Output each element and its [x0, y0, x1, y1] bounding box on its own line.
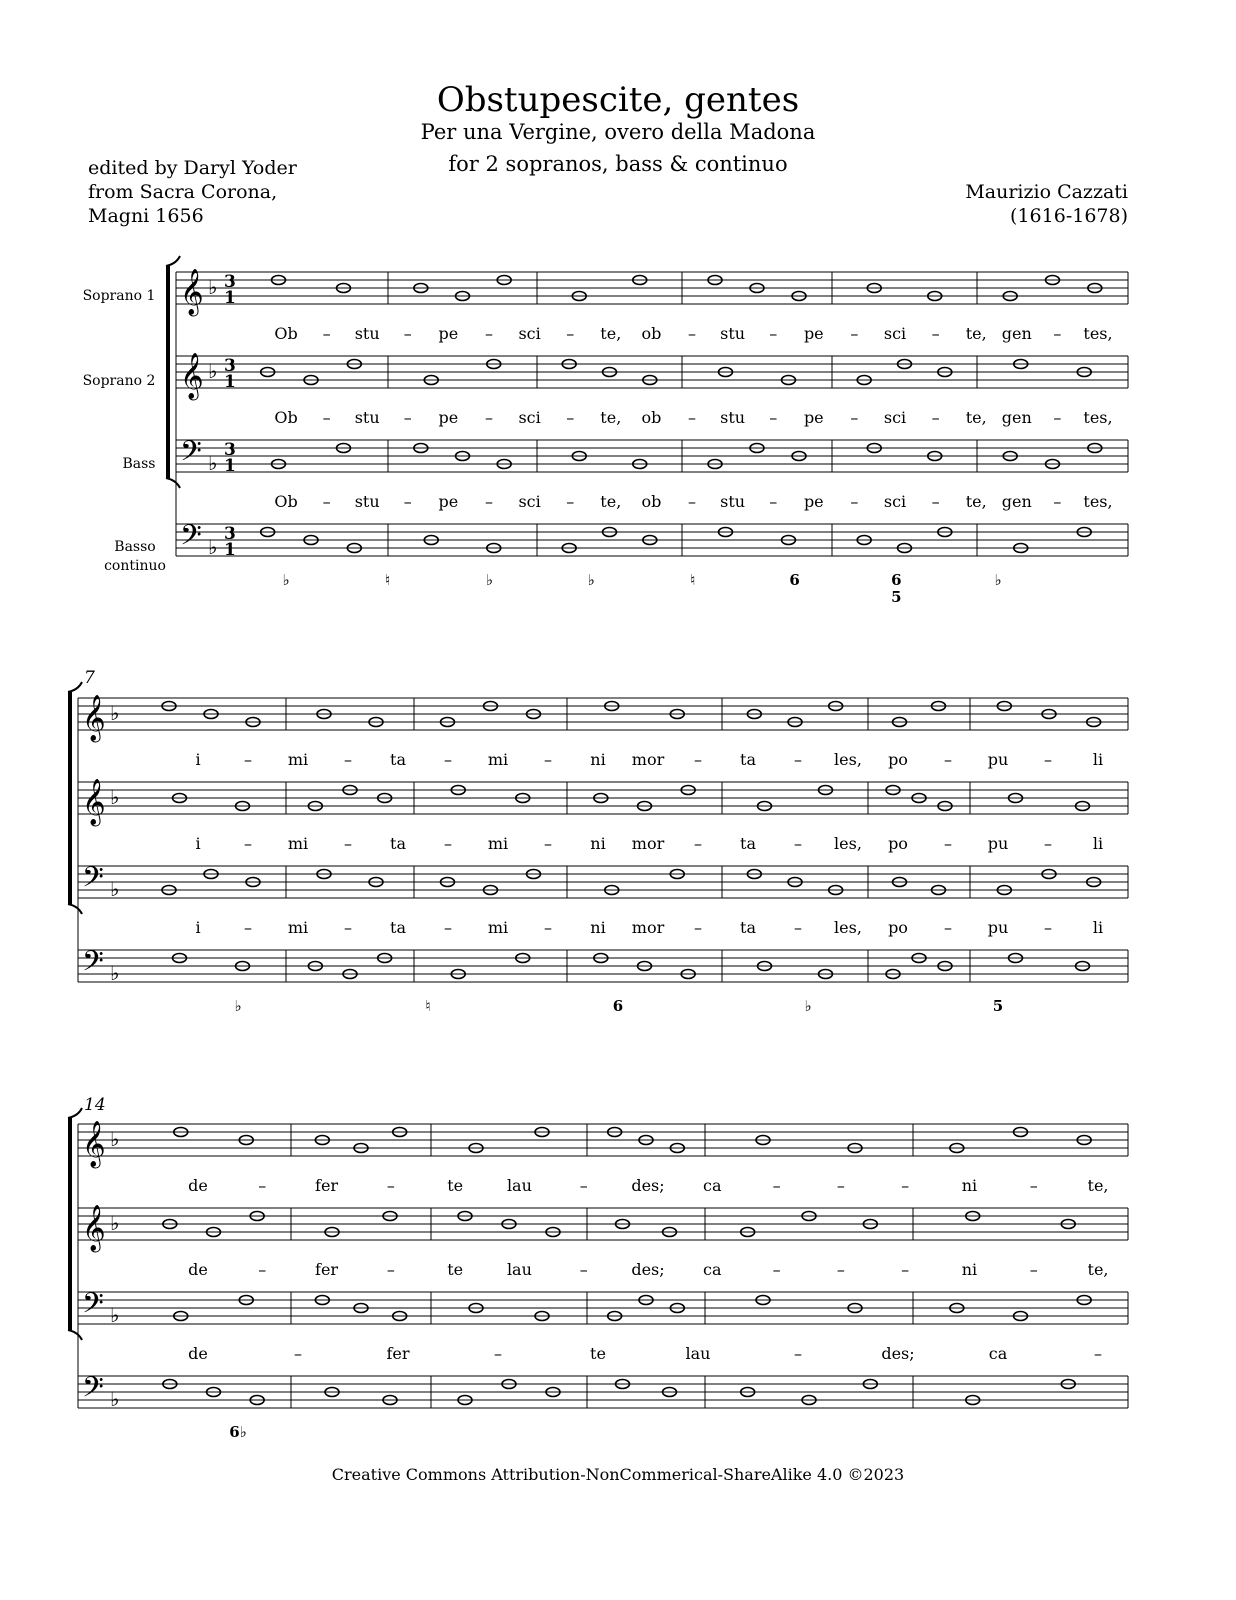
lyric-syllable: –: [944, 750, 952, 769]
lyric-syllable: –: [944, 834, 952, 853]
lyric-syllable: ta: [390, 834, 406, 853]
lyric-syllable: sci: [518, 324, 541, 343]
lyric-syllable: stu: [720, 492, 746, 511]
flat-key-signature-icon: ♭: [208, 535, 218, 559]
instrument-label-continuo-line2: continuo: [104, 558, 166, 574]
lyric-syllable: lau: [506, 1176, 532, 1195]
time-signature-denominator: 1: [224, 372, 236, 392]
bass-clef-icon: 𝄢: [180, 435, 202, 475]
lyric-syllable: tes,: [1083, 492, 1113, 511]
time-signature-numerator: 3: [224, 524, 236, 544]
lyric-syllable: ni: [961, 1260, 978, 1279]
lyric-syllable: te,: [965, 408, 987, 427]
instrument-label-bass: Bass: [122, 456, 156, 472]
lyric-syllable: –: [1044, 750, 1052, 769]
lyric-syllable: stu: [354, 492, 380, 511]
lyric-syllable: mi: [287, 918, 309, 937]
lyric-syllable: –: [794, 750, 802, 769]
bass-clef-icon: 𝄢: [82, 861, 104, 901]
figured-bass-figure: ♭: [994, 571, 1002, 589]
editor-line: Magni 1656: [88, 205, 204, 227]
lyric-syllable: gen: [1001, 408, 1032, 427]
lyric-syllable: te: [447, 1260, 464, 1279]
lyric-syllable: –: [244, 918, 252, 937]
flat-key-signature-icon: ♭: [110, 785, 120, 809]
lyric-syllable: Ob: [274, 408, 298, 427]
lyric-syllable: mor: [631, 834, 665, 853]
lyric-syllable: –: [294, 1344, 302, 1363]
bar-number: 14: [84, 1095, 106, 1115]
lyric-syllable: ta: [740, 750, 756, 769]
lyric-syllable: –: [344, 750, 352, 769]
lyric-syllable: –: [386, 1176, 395, 1195]
lyric-syllable: li: [1092, 918, 1104, 937]
lyric-syllable: –: [322, 408, 331, 427]
lyric-syllable: –: [322, 324, 331, 343]
lyric-syllable: –: [1044, 834, 1052, 853]
lyric-syllable: ob: [641, 324, 662, 343]
bracket-hook: [68, 1108, 82, 1118]
lyric-syllable: –: [244, 750, 252, 769]
lyric-syllable: li: [1092, 750, 1104, 769]
lyric-syllable: –: [1094, 1344, 1102, 1363]
lyric-syllable: mi: [487, 750, 509, 769]
flat-key-signature-icon: ♭: [208, 275, 218, 299]
lyric-syllable: –: [769, 492, 778, 511]
lyric-syllable: –: [386, 1260, 395, 1279]
lyric-syllable: te,: [600, 492, 622, 511]
flat-key-signature-icon: ♭: [208, 451, 218, 475]
lyric-syllable: mor: [631, 918, 665, 937]
lyric-syllable: li: [1092, 834, 1104, 853]
figured-bass-figure: ♭: [587, 571, 595, 589]
lyric-syllable: gen: [1001, 324, 1032, 343]
vocal-bracket: [68, 692, 72, 904]
bracket-hook: [166, 478, 180, 488]
time-signature-denominator: 1: [224, 456, 236, 476]
lyric-syllable: gen: [1001, 492, 1032, 511]
lyric-syllable: sci: [518, 492, 541, 511]
flat-key-signature-icon: ♭: [110, 877, 120, 901]
lyric-syllable: tes,: [1083, 408, 1113, 427]
figured-bass-figure: ♭: [804, 997, 812, 1015]
vocal-bracket: [68, 1118, 72, 1330]
lyric-syllable: –: [1029, 1176, 1038, 1195]
bracket-hook: [166, 256, 180, 266]
lyric-syllable: pe: [438, 492, 459, 511]
bracket-hook: [68, 1330, 82, 1340]
piece-title: Obstupescite, gentes: [436, 80, 800, 120]
lyric-syllable: ni: [590, 918, 606, 937]
lyric-syllable: Ob: [274, 492, 298, 511]
lyric-syllable: –: [344, 918, 352, 937]
figured-bass-figure: 6 5: [891, 571, 902, 606]
editor-line: edited by Daryl Yoder: [88, 157, 297, 179]
treble-clef-icon: 𝄞: [82, 1121, 106, 1167]
lyric-syllable: po: [888, 750, 908, 769]
lyric-syllable: stu: [720, 324, 746, 343]
lyric-syllable: –: [444, 918, 452, 937]
figured-bass-figure: 6♭: [229, 1423, 247, 1441]
lyric-syllable: –: [444, 750, 452, 769]
editor-line: from Sacra Corona,: [88, 181, 278, 203]
bass-clef-icon: 𝄢: [82, 1287, 104, 1327]
lyric-syllable: –: [850, 492, 859, 511]
lyric-syllable: pu: [987, 918, 1009, 937]
lyric-syllable: –: [344, 834, 352, 853]
lyric-syllable: sci: [883, 492, 907, 511]
lyric-syllable: –: [769, 324, 778, 343]
lyric-syllable: des;: [631, 1260, 665, 1279]
flat-key-signature-icon: ♭: [110, 1303, 120, 1327]
lyric-syllable: –: [901, 1260, 910, 1279]
lyric-syllable: ni: [590, 834, 606, 853]
lyric-syllable: ob: [641, 492, 662, 511]
flat-key-signature-icon: ♭: [110, 1387, 120, 1411]
lyric-syllable: –: [688, 492, 696, 511]
instrument-label-continuo-line1: Basso: [114, 539, 156, 555]
lyric-syllable: –: [485, 408, 493, 427]
lyric-syllable: –: [444, 834, 452, 853]
lyric-syllable: te,: [1087, 1176, 1109, 1195]
flat-key-signature-icon: ♭: [110, 1211, 120, 1235]
lyric-syllable: ta: [740, 918, 756, 937]
figured-bass-figure: ♭: [485, 571, 493, 589]
lyric-syllable: –: [1053, 492, 1062, 511]
bracket-hook: [68, 682, 82, 692]
bass-clef-icon: 𝄢: [82, 945, 104, 985]
lyric-syllable: –: [931, 492, 940, 511]
flat-key-signature-icon: ♭: [110, 701, 120, 725]
lyric-syllable: lau: [685, 1344, 711, 1363]
lyric-syllable: mi: [487, 918, 509, 937]
lyric-syllable: –: [694, 918, 702, 937]
flat-key-signature-icon: ♭: [110, 1127, 120, 1151]
lyric-syllable: les,: [834, 750, 862, 769]
license-footer: Creative Commons Attribution-NonCommerical-ShareAlike 4.0 ©2023: [331, 1465, 905, 1484]
lyric-syllable: –: [244, 834, 252, 853]
time-signature-denominator: 1: [224, 540, 236, 560]
treble-clef-icon: 𝄞: [180, 353, 204, 399]
lyric-syllable: –: [794, 1344, 802, 1363]
lyric-syllable: po: [888, 918, 908, 937]
lyric-syllable: pu: [987, 834, 1009, 853]
lyric-syllable: te: [447, 1176, 464, 1195]
lyric-syllable: fer: [386, 1344, 410, 1363]
lyric-syllable: –: [769, 408, 778, 427]
lyric-syllable: pe: [803, 324, 824, 343]
lyric-syllable: tes,: [1083, 324, 1113, 343]
lyric-syllable: mi: [287, 834, 309, 853]
lyric-syllable: –: [931, 324, 940, 343]
lyric-syllable: –: [794, 834, 802, 853]
lyric-syllable: –: [579, 1176, 588, 1195]
time-signature-numerator: 3: [224, 440, 236, 460]
bass-clef-icon: 𝄢: [82, 1371, 104, 1411]
lyric-syllable: –: [850, 324, 859, 343]
figured-bass-figure: ♮: [690, 571, 696, 589]
lyric-syllable: mi: [487, 834, 509, 853]
time-signature-numerator: 3: [224, 272, 236, 292]
bass-clef-icon: 𝄢: [180, 519, 202, 559]
lyric-syllable: ni: [961, 1176, 978, 1195]
lyric-syllable: stu: [354, 408, 380, 427]
lyric-syllable: des;: [881, 1344, 915, 1363]
instrument-label-soprano2: Soprano 2: [82, 373, 156, 389]
subtitle-scoring: for 2 sopranos, bass & continuo: [448, 152, 788, 176]
lyric-syllable: ta: [390, 750, 406, 769]
treble-clef-icon: 𝄞: [180, 269, 204, 315]
lyric-syllable: –: [836, 1176, 845, 1195]
figured-bass-figure: ♭: [234, 997, 242, 1015]
lyric-syllable: te,: [965, 492, 987, 511]
lyric-syllable: –: [850, 408, 859, 427]
lyric-syllable: –: [403, 324, 412, 343]
flat-key-signature-icon: ♭: [110, 961, 120, 985]
flat-key-signature-icon: ♭: [208, 359, 218, 383]
lyric-syllable: ni: [590, 750, 606, 769]
lyric-syllable: pe: [803, 408, 824, 427]
subtitle-dedication: Per una Vergine, overo della Madona: [420, 120, 816, 144]
time-signature-numerator: 3: [224, 356, 236, 376]
lyric-syllable: i: [195, 750, 201, 769]
lyric-syllable: pe: [438, 324, 459, 343]
lyric-syllable: des;: [631, 1176, 665, 1195]
instrument-label-soprano1: Soprano 1: [82, 288, 156, 304]
lyric-syllable: –: [258, 1260, 267, 1279]
lyric-syllable: lau: [506, 1260, 532, 1279]
lyric-syllable: mi: [287, 750, 309, 769]
lyric-syllable: –: [544, 750, 552, 769]
figured-bass-figure: ♮: [425, 997, 431, 1015]
figured-bass-figure: 6: [789, 571, 800, 589]
lyric-syllable: –: [579, 1260, 588, 1279]
lyric-syllable: stu: [354, 324, 380, 343]
treble-clef-icon: 𝄞: [82, 695, 106, 741]
lyric-syllable: te,: [600, 408, 622, 427]
vocal-bracket: [166, 266, 170, 478]
lyric-syllable: te: [590, 1344, 606, 1363]
lyric-syllable: sci: [518, 408, 541, 427]
lyric-syllable: ta: [390, 918, 406, 937]
lyric-syllable: –: [944, 918, 952, 937]
composer-name: Maurizio Cazzati: [965, 181, 1128, 203]
lyric-syllable: –: [544, 918, 552, 937]
figured-bass-figure: 6: [612, 997, 624, 1015]
lyric-syllable: –: [1044, 918, 1052, 937]
lyric-syllable: fer: [315, 1260, 339, 1279]
lyric-syllable: –: [794, 918, 802, 937]
lyric-syllable: te,: [965, 324, 987, 343]
lyric-syllable: –: [931, 408, 940, 427]
lyric-syllable: ca: [703, 1176, 722, 1195]
treble-clef-icon: 𝄞: [82, 1205, 106, 1251]
lyric-syllable: –: [566, 324, 575, 343]
lyric-syllable: mor: [631, 750, 665, 769]
lyric-syllable: –: [772, 1260, 781, 1279]
lyric-syllable: –: [544, 834, 552, 853]
figured-bass-figure: ♭: [282, 571, 290, 589]
lyric-syllable: –: [836, 1260, 845, 1279]
treble-clef-icon: 𝄞: [82, 779, 106, 825]
lyric-syllable: –: [258, 1176, 267, 1195]
lyric-syllable: –: [688, 408, 696, 427]
figured-bass-figure: ♮: [385, 571, 391, 589]
lyric-syllable: –: [403, 408, 412, 427]
lyric-syllable: –: [1053, 408, 1062, 427]
lyric-syllable: i: [195, 918, 201, 937]
time-signature-denominator: 1: [224, 288, 236, 308]
lyric-syllable: –: [485, 324, 493, 343]
lyric-syllable: –: [322, 492, 331, 511]
lyric-syllable: ca: [703, 1260, 722, 1279]
lyric-syllable: –: [901, 1176, 910, 1195]
lyric-syllable: –: [694, 750, 702, 769]
lyric-syllable: –: [403, 492, 412, 511]
bar-number: 7: [84, 668, 95, 688]
lyric-syllable: les,: [834, 918, 862, 937]
lyric-syllable: i: [195, 834, 201, 853]
lyric-syllable: sci: [883, 324, 907, 343]
bracket-hook: [68, 904, 82, 914]
lyric-syllable: –: [566, 408, 575, 427]
lyric-syllable: –: [772, 1176, 781, 1195]
lyric-syllable: –: [494, 1344, 502, 1363]
lyric-syllable: te,: [600, 324, 622, 343]
lyric-syllable: ca: [988, 1344, 1008, 1363]
lyric-syllable: –: [485, 492, 493, 511]
lyric-syllable: de: [188, 1176, 208, 1195]
lyric-syllable: Ob: [274, 324, 298, 343]
figured-bass-figure: 5: [992, 997, 1004, 1015]
lyric-syllable: stu: [720, 408, 746, 427]
lyric-syllable: de: [188, 1260, 208, 1279]
lyric-syllable: –: [694, 834, 702, 853]
composer-dates: (1616-1678): [1010, 205, 1128, 227]
lyric-syllable: –: [566, 492, 575, 511]
lyric-syllable: fer: [315, 1176, 339, 1195]
lyric-syllable: te,: [1087, 1260, 1109, 1279]
lyric-syllable: pe: [438, 408, 459, 427]
lyric-syllable: sci: [883, 408, 907, 427]
lyric-syllable: po: [888, 834, 908, 853]
lyric-syllable: –: [1029, 1260, 1038, 1279]
lyric-syllable: ta: [740, 834, 756, 853]
lyric-syllable: ob: [641, 408, 662, 427]
lyric-syllable: –: [688, 324, 696, 343]
lyric-syllable: –: [1053, 324, 1062, 343]
lyric-syllable: de: [188, 1344, 208, 1363]
lyric-syllable: les,: [834, 834, 862, 853]
lyric-syllable: pe: [803, 492, 824, 511]
lyric-syllable: pu: [987, 750, 1009, 769]
